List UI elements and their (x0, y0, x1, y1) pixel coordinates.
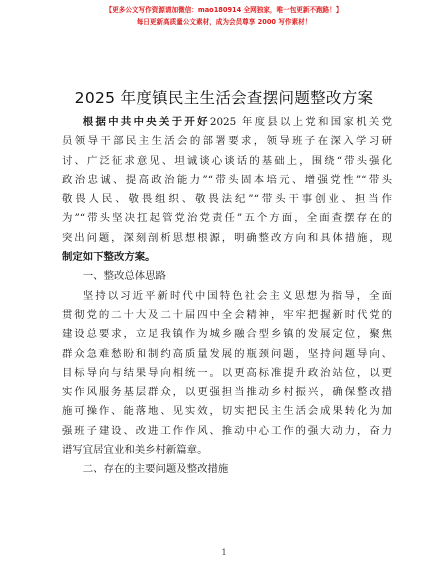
intro-line-3: 讨、广泛征求意见、坦诚谈心谈话的基础上，围绕“带头强化 (62, 154, 392, 167)
document-body (62, 113, 392, 480)
intro-line-7: 突出问题，深刻剖析思想根源，明确整改方向和具体措施，现 (62, 231, 392, 244)
intro-closing: 制定如下整改方案。 (62, 251, 156, 264)
section-1-line-6: 实作风服务基层群众，以更强担当推动乡村振兴，确保整改措 (62, 386, 392, 399)
intro-paragraph (62, 113, 392, 267)
section-1-line-5: 目标导向与结果导向相统一。以更高标准提升政治站位，以更 (62, 366, 392, 379)
intro-line-5: 敬畏人民、敬畏组织、敬畏法纪”“带头干事创业、担当作 (62, 193, 392, 206)
intro-line-1: 根据中共中央关于开好2025 年度县以上党和国家机关党 (82, 116, 393, 128)
section-1-line-9: 谱写宜居宜业和美乡村新篇章。 (62, 444, 208, 457)
intro-line-6: 为”“带头坚决扛起管党治党责任”五个方面，全面查摆存在的 (62, 212, 392, 225)
intro-line-2: 员领导干部民主生活会的部署要求，领导班子在深入学习研 (62, 135, 392, 148)
section-1-line-7: 施可操作、能落地、见实效，切实把民主生活会成果转化为加 (62, 405, 392, 418)
section-1-line-8: 强班子建设、改进工作作风、推动中心工作的强大动力，奋力 (62, 424, 392, 437)
promo-header-line-1: 【更多公文写作资源请加微信：mao180914 全网独家，唯一包更新不跑路！】 (105, 6, 343, 14)
section-1-line-1: 坚持以习近平新时代中国特色社会主义思想为指导，全面 (82, 289, 392, 302)
promo-header (0, 4, 448, 28)
section-2-heading: 二、存在的主要问题及整改措施 (82, 463, 229, 476)
section-1-line-4: 群众急难愁盼和制约高质量发展的瓶颈问题，坚持问题导向、 (62, 347, 392, 360)
page-number: 1 (221, 548, 227, 557)
section-1-heading: 一、整改总体思路 (82, 270, 166, 283)
section-1-paragraph (62, 287, 392, 461)
section-1-line-3: 建设总要求，立足我镇作为城乡融合型乡镇的发展定位，聚焦 (62, 328, 392, 341)
section-1-line-2: 贯彻党的二十大及二十届四中全会精神，牢牢把握新时代党的 (62, 308, 392, 321)
intro-line-4: 政治忠诚、提高政治能力”“带头固本培元、增强党性”“带头 (62, 173, 392, 186)
intro-bold-lead: 根据中共中央关于开好 (82, 116, 210, 128)
document-title: 2025 年度镇民主生活会查摆问题整改方案 (74, 89, 374, 107)
promo-header-line-2: 每日更新高质量公文素材，成为会员尊享 2000 写作素材！ (136, 18, 312, 26)
